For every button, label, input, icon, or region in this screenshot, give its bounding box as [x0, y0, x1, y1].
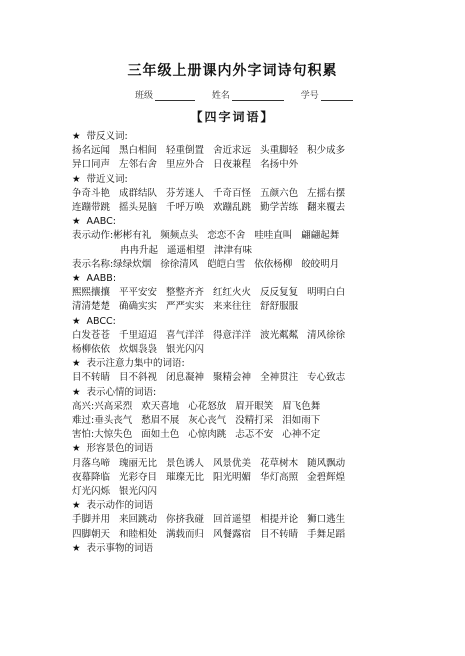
- idiom-word: 随风飘动: [307, 457, 346, 469]
- word-row: [72, 485, 452, 499]
- idiom-word: 轻重倒置: [166, 145, 205, 157]
- name-blank: [232, 90, 284, 101]
- category-name: 带反义词:: [86, 131, 128, 142]
- word-row: [72, 187, 452, 201]
- idiom-word: 璀璨无比: [166, 471, 205, 483]
- idiom-word: 灯光闪烁: [72, 486, 111, 498]
- student-number-blank: [321, 90, 353, 101]
- idiom-word: 兴高采烈: [94, 400, 133, 412]
- row-lead-label: 害怕:: [72, 429, 95, 441]
- star-icon: ★: [72, 173, 81, 185]
- idiom-word: 心惊肉跳: [188, 429, 227, 441]
- idiom-word: 津津有味: [214, 244, 253, 256]
- idiom-word: 芬芳迷人: [166, 187, 205, 199]
- idiom-word: 回首遥望: [213, 514, 252, 526]
- class-label: 班级: [135, 91, 154, 101]
- category-name: AABC:: [86, 216, 116, 228]
- idiom-word: 清清楚楚: [72, 301, 111, 313]
- word-row: [72, 343, 452, 357]
- idiom-word: 聚精会神: [213, 372, 252, 384]
- idiom-word: 金碧辉煌: [307, 471, 346, 483]
- row-lead-label: 表示动作:: [72, 230, 114, 242]
- row-lead-label: 高兴:: [72, 400, 95, 412]
- name-label: 姓名: [211, 91, 230, 101]
- idiom-word: 平平安安: [119, 287, 158, 299]
- word-row: [72, 144, 452, 158]
- star-icon: ★: [72, 443, 81, 455]
- idiom-word: 银光闪闪: [119, 486, 158, 498]
- idiom-word: 哇哇直叫: [254, 230, 293, 242]
- idiom-word: 千里迢迢: [119, 329, 158, 341]
- idiom-word: 泪如雨下: [282, 415, 321, 427]
- idiom-word: 手脚并用: [72, 514, 111, 526]
- word-row: [72, 457, 452, 471]
- star-icon: ★: [72, 216, 81, 228]
- idiom-word: 白发苍苍: [72, 329, 111, 341]
- category-heading: [72, 130, 452, 144]
- star-icon: ★: [72, 315, 81, 327]
- idiom-word: 忐忑不安: [235, 429, 274, 441]
- idiom-word: 灰心丧气: [188, 415, 227, 427]
- idiom-word: 愁眉不展: [141, 415, 180, 427]
- word-row: [72, 528, 452, 542]
- idiom-word: 恋恋不舍: [207, 230, 246, 242]
- section-title: 【四字词语】: [190, 110, 275, 124]
- row-lead-label: 表示名称:: [72, 258, 114, 270]
- idiom-word: 杨柳依依: [72, 344, 111, 356]
- page-title: 三年级上册课内外字词诗句积累: [127, 63, 338, 79]
- idiom-word: 皎皎明月: [301, 258, 340, 270]
- idiom-word: 来回跳动: [119, 514, 158, 526]
- idiom-word: 熙熙攘攘: [72, 287, 111, 299]
- idiom-word: 你挤我碰: [166, 514, 205, 526]
- idiom-word: 华灯高照: [260, 471, 299, 483]
- idiom-word: 闭息凝神: [166, 372, 205, 384]
- idiom-word: 翻来覆去: [307, 202, 346, 214]
- star-icon: ★: [72, 131, 81, 142]
- idiom-word: 炊烟袅袅: [119, 344, 158, 356]
- idiom-word: 波光粼粼: [260, 329, 299, 341]
- idiom-word: 绿绿炊烟: [113, 258, 152, 270]
- idiom-word: 景色诱人: [166, 457, 205, 469]
- word-row: [72, 513, 452, 527]
- category-heading: [72, 215, 452, 229]
- star-icon: ★: [72, 500, 81, 512]
- idiom-word: 异口同声: [72, 159, 111, 171]
- idiom-word: 得意洋洋: [213, 329, 252, 341]
- idiom-word: 红红火火: [213, 287, 252, 299]
- idiom-word: 徐徐清风: [160, 258, 199, 270]
- idiom-word: 遥遥相望: [167, 244, 206, 256]
- category-name: 表示心情的词语:: [86, 386, 157, 398]
- idiom-word: 里应外合: [166, 159, 205, 171]
- idiom-word: 依依杨柳: [254, 258, 293, 270]
- word-row: [72, 286, 452, 300]
- idiom-word: 来来往往: [213, 301, 252, 313]
- idiom-word: 清风徐徐: [307, 329, 346, 341]
- category-name: 带近义词:: [86, 173, 128, 185]
- idiom-word: 频频点头: [160, 230, 199, 242]
- idiom-word: 日夜兼程: [213, 159, 252, 171]
- idiom-word: 明明白白: [307, 287, 346, 299]
- idiom-word: 严严实实: [166, 301, 205, 313]
- idiom-word: 心神不定: [282, 429, 321, 441]
- word-row: [72, 371, 452, 385]
- idiom-word: 喜气洋洋: [166, 329, 205, 341]
- idiom-word: 扬名远闻: [72, 145, 111, 157]
- category-heading: [72, 442, 452, 456]
- idiom-word: 风景优美: [213, 457, 252, 469]
- idiom-word: 眉飞色舞: [282, 400, 321, 412]
- idiom-word: 银光闪闪: [166, 344, 205, 356]
- idiom-word: 千呼万唤: [166, 202, 205, 214]
- category-heading: [72, 315, 452, 329]
- idiom-word: 争奇斗艳: [72, 187, 111, 199]
- category-heading: [72, 386, 452, 400]
- idiom-word: 整整齐齐: [166, 287, 205, 299]
- word-row: [72, 428, 452, 442]
- idiom-word: 狮口逃生: [307, 514, 346, 526]
- idiom-word: 大惊失色: [94, 429, 133, 441]
- category-heading: [72, 542, 452, 556]
- idiom-word: 舒舒服服: [260, 301, 299, 313]
- word-list: [72, 130, 452, 556]
- idiom-word: 皑皑白雪: [207, 258, 246, 270]
- word-row: [72, 300, 452, 314]
- category-heading: [72, 357, 452, 371]
- idiom-word: 心花怒放: [188, 400, 227, 412]
- category-name: AABB:: [86, 273, 117, 285]
- word-row: [72, 414, 452, 428]
- student-number-label: 学号: [300, 91, 319, 101]
- category-name: 表示事物的词语: [86, 542, 154, 554]
- idiom-word: 黑白相间: [119, 145, 158, 157]
- category-heading: [72, 173, 452, 187]
- idiom-word: 目不转睛: [260, 528, 299, 540]
- word-row: [72, 229, 452, 243]
- idiom-word: 五颜六色: [260, 187, 299, 199]
- idiom-word: 没精打采: [235, 415, 274, 427]
- idiom-word: 欢蹦乱跳: [213, 202, 252, 214]
- idiom-word: 左摇右摆: [307, 187, 346, 199]
- category-heading: [72, 272, 452, 286]
- category-heading: [72, 499, 452, 513]
- word-row: [72, 258, 452, 272]
- idiom-word: 成群结队: [119, 187, 158, 199]
- idiom-word: 面如土色: [141, 429, 180, 441]
- idiom-word: 连蹦带跳: [72, 202, 111, 214]
- class-blank: [155, 90, 195, 101]
- category-name: 表示注意力集中的词语:: [86, 358, 185, 370]
- idiom-word: 摇头晃脑: [119, 202, 158, 214]
- idiom-word: 欢天喜地: [141, 400, 180, 412]
- idiom-word: 勤学苦练: [260, 202, 299, 214]
- category-name: ABCC:: [86, 315, 116, 327]
- star-icon: ★: [72, 542, 81, 554]
- idiom-word: 手舞足蹈: [307, 528, 346, 540]
- idiom-word: 专心致志: [307, 372, 346, 384]
- idiom-word: 千奇百怪: [213, 187, 252, 199]
- idiom-word: 满载而归: [166, 528, 205, 540]
- idiom-word: 反反复复: [260, 287, 299, 299]
- category-name: 形容景色的词语: [86, 443, 154, 455]
- idiom-word: 目不斜视: [119, 372, 158, 384]
- idiom-word: 风餐露宿: [213, 528, 252, 540]
- idiom-word: 相提并论: [260, 514, 299, 526]
- idiom-word: 月落乌啼: [72, 457, 111, 469]
- idiom-word: 阳光明媚: [213, 471, 252, 483]
- idiom-word: 名扬中外: [260, 159, 299, 171]
- student-info-fields: [135, 88, 367, 101]
- idiom-word: 花草树木: [260, 457, 299, 469]
- idiom-word: 垂头丧气: [94, 415, 133, 427]
- word-row: [72, 244, 452, 258]
- idiom-word: 夜幕降临: [72, 471, 111, 483]
- word-row: [72, 201, 452, 215]
- idiom-word: 光彩夺目: [119, 471, 158, 483]
- idiom-word: 和睦相处: [119, 528, 158, 540]
- idiom-word: 舍近求远: [213, 145, 252, 157]
- star-icon: ★: [72, 273, 81, 285]
- idiom-word: 翩翩起舞: [301, 230, 340, 242]
- row-lead-label: 难过:: [72, 415, 95, 427]
- word-row: [72, 471, 452, 485]
- idiom-word: 头重脚轻: [260, 145, 299, 157]
- idiom-word: 左邻右舍: [119, 159, 158, 171]
- word-row: [72, 400, 452, 414]
- category-name: 表示动作的词语: [86, 500, 154, 512]
- idiom-word: 冉冉升起: [120, 244, 159, 256]
- idiom-word: 四脚朝天: [72, 528, 111, 540]
- star-icon: ★: [72, 358, 81, 370]
- star-icon: ★: [72, 386, 81, 398]
- idiom-word: 彬彬有礼: [113, 230, 152, 242]
- word-row: [72, 329, 452, 343]
- word-row: [72, 158, 452, 172]
- idiom-word: 瑰丽无比: [119, 457, 158, 469]
- idiom-word: 目不转睛: [72, 372, 111, 384]
- idiom-word: 确确实实: [119, 301, 158, 313]
- idiom-word: 全神贯注: [260, 372, 299, 384]
- idiom-word: 眉开眼笑: [235, 400, 274, 412]
- idiom-word: 积少成多: [307, 145, 346, 157]
